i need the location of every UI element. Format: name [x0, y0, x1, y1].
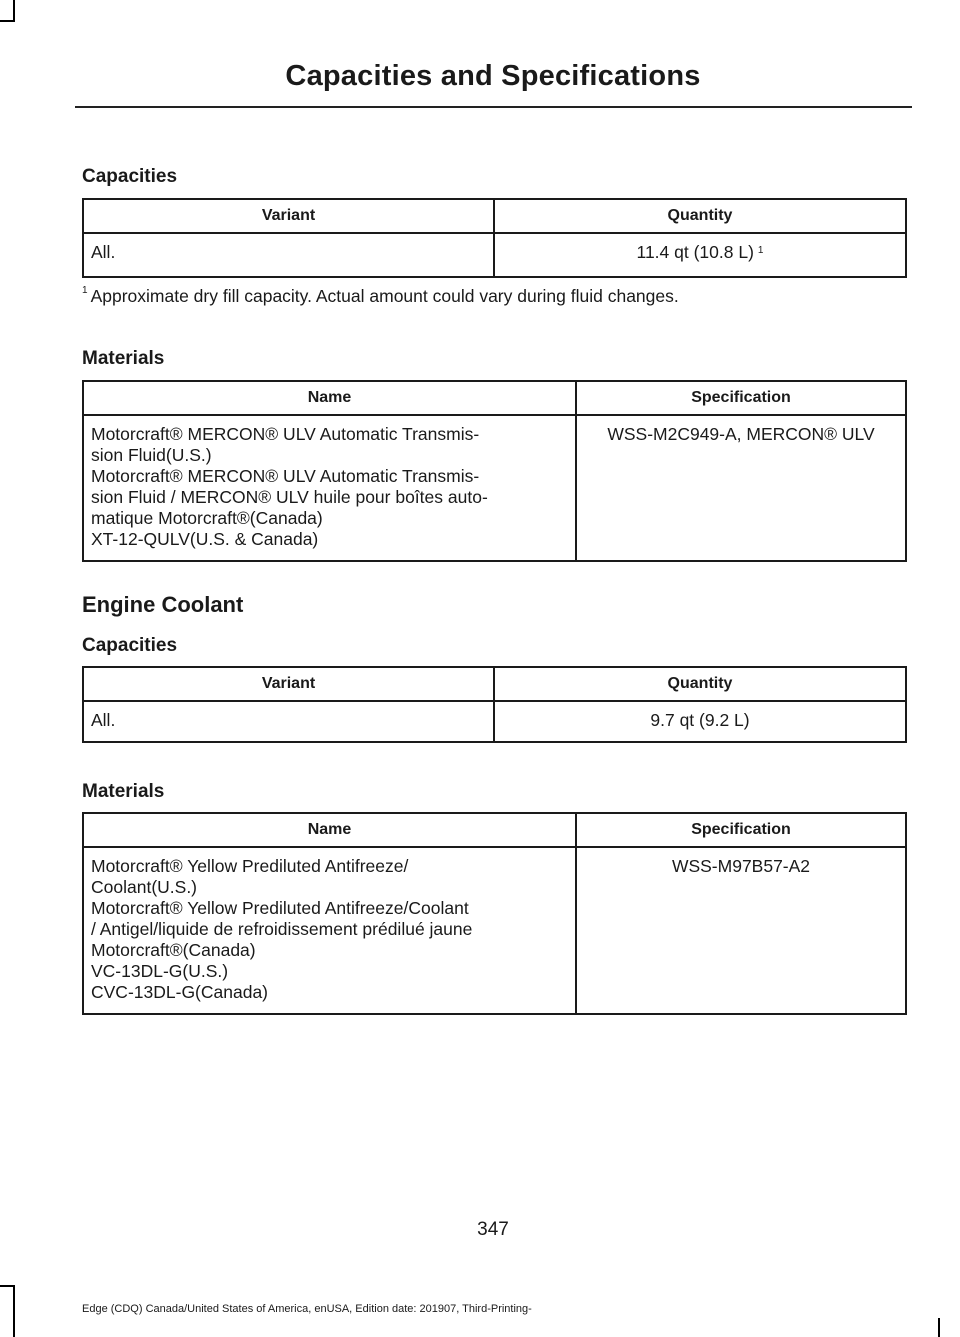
- footnote-reference: 1: [757, 245, 764, 256]
- crop-mark-bottom-left-vertical: [13, 1285, 15, 1337]
- table-header-row: [83, 199, 906, 233]
- capacities-heading: Capacities: [82, 166, 178, 187]
- engine-coolant-heading: Engine Coolant: [82, 592, 244, 617]
- crop-mark-bottom-right-vertical: [938, 1318, 940, 1337]
- column-header-variant: Variant: [83, 667, 494, 701]
- column-header-specification: Specification: [576, 381, 906, 415]
- material-name-line: VC-13DL-G(U.S.): [91, 961, 229, 981]
- variant-cell: All.: [83, 701, 494, 742]
- specification-cell: WSS-M97B57-A2: [576, 847, 906, 1014]
- column-header-name: Name: [83, 813, 576, 847]
- capacities-heading: Capacities: [82, 635, 178, 656]
- column-header-quantity: Quantity: [494, 199, 906, 233]
- materials-heading: Materials: [82, 348, 165, 369]
- variant-cell: All.: [83, 233, 494, 277]
- material-name-line: sion Fluid / MERCON® ULV huile pour boîtes auto-: [91, 487, 488, 507]
- quantity-cell: [494, 233, 906, 277]
- page-number: 347: [477, 1219, 509, 1240]
- crop-mark-top-left-horizontal: [0, 20, 15, 22]
- footnote-mark: 1: [82, 285, 88, 296]
- table-row: [83, 233, 906, 277]
- quantity-cell: 9.7 qt (9.2 L): [494, 701, 906, 742]
- material-name-line: Coolant(U.S.): [91, 877, 198, 897]
- material-name-line: Motorcraft®(Canada): [91, 940, 256, 960]
- material-name-line: Motorcraft® Yellow Prediluted Antifreeze/Coolant: [91, 898, 469, 918]
- material-name-cell: [83, 847, 576, 1014]
- material-name-line: Motorcraft® Yellow Prediluted Antifreeze/: [91, 856, 409, 876]
- transmission-materials-table: [82, 380, 907, 562]
- material-name-line: CVC-13DL-G(Canada): [91, 982, 269, 1002]
- footnote: [82, 286, 679, 307]
- material-name-line: sion Fluid(U.S.): [91, 445, 212, 465]
- material-name-line: XT-12-QULV(U.S. & Canada): [91, 529, 319, 549]
- material-name-line: matique Motorcraft®(Canada): [91, 508, 323, 528]
- material-name-line: / Antigel/liquide de refroidissement prédilué jaune: [91, 919, 473, 939]
- coolant-capacities-table: [82, 666, 907, 743]
- column-header-variant: Variant: [83, 199, 494, 233]
- column-header-quantity: Quantity: [494, 667, 906, 701]
- table-header-row: [83, 667, 906, 701]
- crop-mark-bottom-left-horizontal: [0, 1285, 15, 1287]
- column-header-name: Name: [83, 381, 576, 415]
- table-row: [83, 701, 906, 742]
- material-name-cell: [83, 415, 576, 561]
- table-header-row: [83, 381, 906, 415]
- transmission-capacities-table: [82, 198, 907, 278]
- crop-mark-top-left-vertical: [13, 0, 15, 20]
- column-header-specification: Specification: [576, 813, 906, 847]
- footer-edition-info: Edge (CDQ) Canada/United States of America, enUSA, Edition date: 201907, Third-Printing-: [82, 1303, 532, 1315]
- footnote-text: Approximate dry fill capacity. Actual amount could vary during fluid changes.: [90, 286, 679, 306]
- table-row: [83, 415, 906, 561]
- material-name-line: Motorcraft® MERCON® ULV Automatic Transmis-: [91, 424, 480, 444]
- page-title: Capacities and Specifications: [285, 60, 701, 92]
- quantity-value: 11.4 qt (10.8 L): [636, 242, 754, 262]
- table-header-row: [83, 813, 906, 847]
- coolant-materials-table: [82, 812, 907, 1015]
- title-rule: [75, 106, 912, 108]
- specification-cell: WSS-M2C949-A, MERCON® ULV: [576, 415, 906, 561]
- materials-heading: Materials: [82, 781, 165, 802]
- table-row: [83, 847, 906, 1014]
- material-name-line: Motorcraft® MERCON® ULV Automatic Transmis-: [91, 466, 480, 486]
